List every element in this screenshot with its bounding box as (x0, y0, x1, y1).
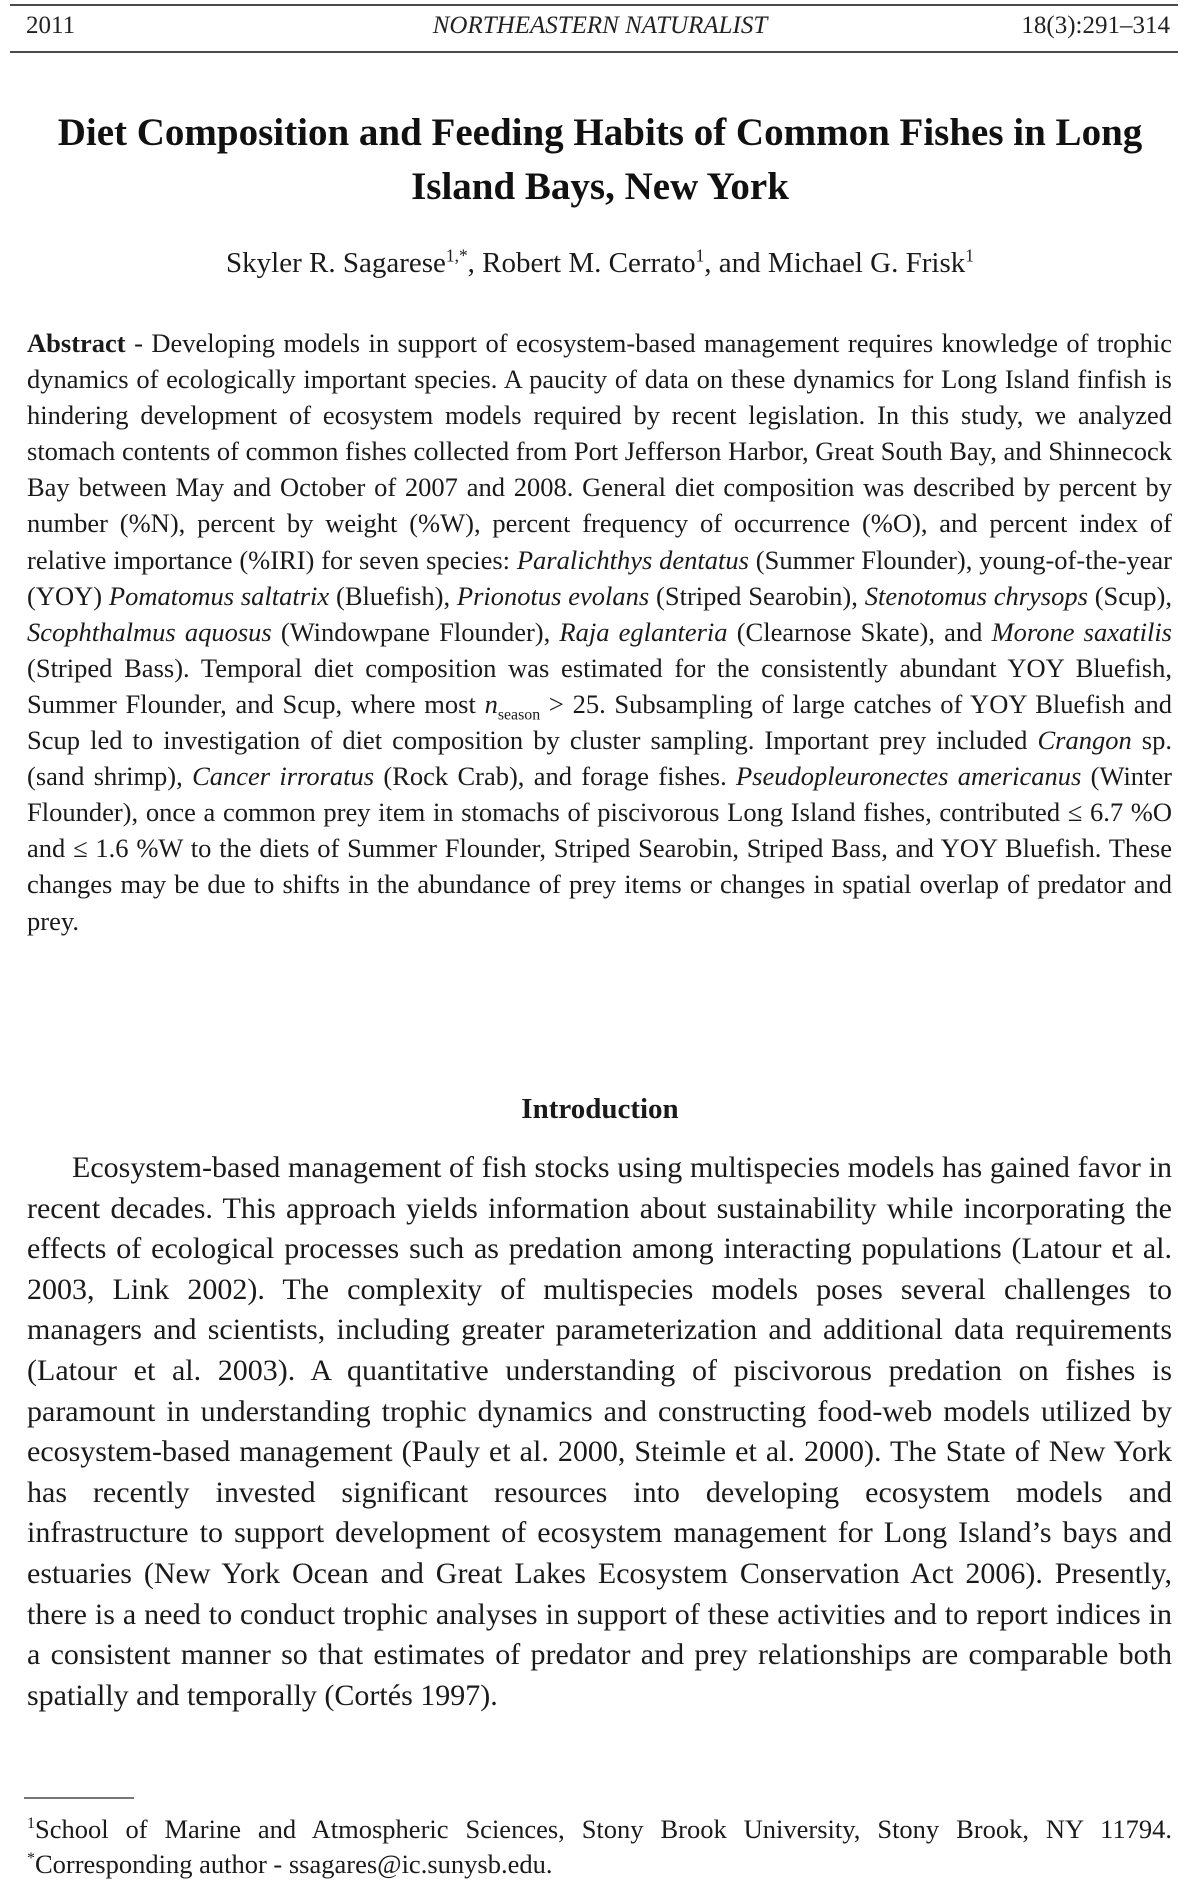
abstract-text: (Winter Flounder), once a common prey item in stomachs of piscivorous Long Island fishes, contributed ≤ 6.7 %O and ≤ 1.6 %W to the diets of Summer Flounder, Striped Searobin, Striped Bass, and YOY Bluefish. These changes may be due to shifts in the abundance of prey items or changes in spatial overlap of predator and prey. (27, 761, 1173, 936)
abstract-text: (Scup), (1087, 580, 1173, 611)
affiliation-marker: 1 (695, 245, 705, 266)
article-title: Diet Composition and Feeding Habits of Common Fishes in Long Island Bays, New York (57, 111, 1143, 208)
species-name: Stenotomus chrysops (864, 580, 1088, 611)
author: Skyler R. Sagarese$^{1,*}$ (226, 245, 468, 279)
abstract-label: Abstract (27, 328, 126, 358)
header-top-rule (10, 4, 1178, 6)
species-name: n (484, 688, 498, 719)
section-heading-introduction: Introduction (521, 1093, 679, 1125)
abstract-text: Developing models in support of ecosystem-based management requires knowledge of trophic dynamics of ecologically important species. A paucity of data on these dynamics for Long Island finfish is hindering development of ecosystem models required by recent legislation. In this study, we analyzed stomach contents of common fishes collected from Port Jefferson Harbor, Great South Bay, and Shinnecock Bay between May and October of 2007 and 2008. General diet composition was described by percent by number (%N), percent by weight (%W), percent frequency of occurrence (%O), and percent index of relative importance (%IRI) for seven species: (27, 328, 1172, 575)
abstract: Abstract - Developing models in support of ecosystem-based management requires knowledge of trophic dynamics of ecologically important species. A paucity of data on these dynamics for Long Island finfish is hindering development of ecosystem models required by recent legislation. In this study, we analyzed stomach contents of common fishes collected from Port Jefferson Harbor, Great South Bay, and Shinnecock Bay between May and October of 2007 and 2008. General diet composition was described by percent by number (%N), percent by weight (%W), percent frequency of occurrence (%O), and percent index of relative importance (%IRI) for seven species: Paralichthys dentatus (Summer Flounder), young-of-the-year (YOY) Pomatomus saltatrix (Bluefish), Prionotus evolans (Striped Searobin), Stenotomus chrysops (Scup), Scophthalmus aquosus (Windowpane Flounder), Raja eglanteria (Clearnose Skate), and Morone saxatilis (Striped Bass). Temporal diet composition was estimated for the consistently abundant YOY Bluefish, Summer Flounder, and Scup, where most $n_{season} > 25$. Subsampling of large catches of YOY Bluefish and Scup led to investigation of diet composition by cluster sampling. Important prey included Crangon sp. (sand shrimp), Cancer irroratus (Rock Crab), and forage fishes. Pseudopleuronectes americanus (Winter Flounder), once a common prey item in stomachs of piscivorous Long Island fishes, contributed ≤ 6.7 %O and ≤ 1.6 %W to the diets of Summer Flounder, Striped Searobin, Striped Bass, and YOY Bluefish. These changes may be due to shifts in the abundance of prey items or changes in spatial overlap of predator and prey. (27, 328, 1173, 936)
subscript: season (497, 706, 541, 724)
species-name: Crangon (1037, 725, 1132, 756)
author: Robert M. Cerrato$^1$ (482, 245, 705, 279)
abstract-text: (Striped Bass). Temporal diet composition was estimated for the consistently abundant YOY Bluefish, Summer Flounder, and Scup, where most (27, 652, 1172, 719)
abstract-text: > 25. Subsampling of large catches of YOY Bluefish and Scup led to investigation of diet composition by cluster sampling. Important prey included (27, 688, 1172, 756)
abstract-text: (Clearnose Skate), and (727, 616, 992, 647)
species-name: Scophthalmus aquosus (27, 616, 272, 647)
species-name: Pseudopleuronectes americanus (736, 761, 1082, 792)
species-name: Morone saxatilis (991, 616, 1172, 647)
header-bottom-rule (10, 51, 1178, 53)
abstract-text: (Rock Crab), and forage fishes. (374, 761, 736, 792)
affiliation-marker: 1 (965, 245, 974, 266)
species-name: Prionotus evolans (456, 580, 650, 611)
abstract-text: (Summer Flounder), young-of-the-year (YOY) (27, 544, 1172, 611)
footnote-rule (24, 1797, 134, 1799)
abstract-text: (Bluefish), (329, 580, 457, 611)
corresponding-author: Corresponding author - ssagares@ic.sunysb.edu. (34, 1849, 553, 1879)
abstract-body (27, 328, 1172, 936)
header-journal-name: NORTHEASTERN NATURALIST (432, 12, 768, 39)
abstract-text: sp. (sand shrimp), (27, 725, 1172, 792)
species-name: Cancer irroratus (192, 761, 375, 792)
species-name: Paralichthys dentatus (516, 544, 749, 575)
abstract-text: (Windowpane Flounder), (271, 616, 560, 647)
header-year: 2011 (26, 12, 76, 39)
introduction-paragraph: Ecosystem-based management of fish stocks using multispecies models has gained favor in recent decades. This approach yields information about sustainability while incorporating the effects of ecological processes such as predation among interacting populations (Latour et al. 2003, Link 2002). The complexity of multispecies models poses several challenges to managers and scientists, including greater parameterization and additional data requirements (Latour et al. 2003). A quantitative understanding of piscivorous predation on fishes is paramount in understanding trophic dynamics and constructing food-web models utilized by ecosystem-based management (Pauly et al. 2000, Steimle et al. 2000). The State of New York has recently invested significant resources into developing ecosystem models and infrastructure to support development of ecosystem management for Long Island’s bays and estuaries (New York Ocean and Great Lakes Ecosystem Conservation Act 2006). Presently, there is a need to conduct trophic analyses in support of these activities and to report indices in a consistent manner so that estimates of predator and prey relationships are comparable both spatially and temporally (Cortés 1997). (27, 1151, 1172, 1712)
header-volume-pages: 18(3):291–314 (1021, 12, 1170, 39)
author-list: Skyler R. Sagarese$^{1,*}$, Robert M. Cerrato$^1$, and Michael G. Frisk$^1$ (226, 245, 974, 279)
species-name: Raja eglanteria (559, 616, 728, 647)
abstract-text: (Striped Searobin), (649, 580, 865, 611)
affiliation-marker: 1,* (445, 245, 468, 266)
author: Michael G. Frisk$^1$ (767, 245, 974, 279)
footnote: $^1$School of Marine and Atmospheric Sciences, Stony Brook University, Stony Brook, NY 11794. *Corresponding author - ssagares@ic.sunysb.edu. (27, 1814, 1172, 1879)
species-name: Pomatomus saltatrix (108, 580, 330, 611)
